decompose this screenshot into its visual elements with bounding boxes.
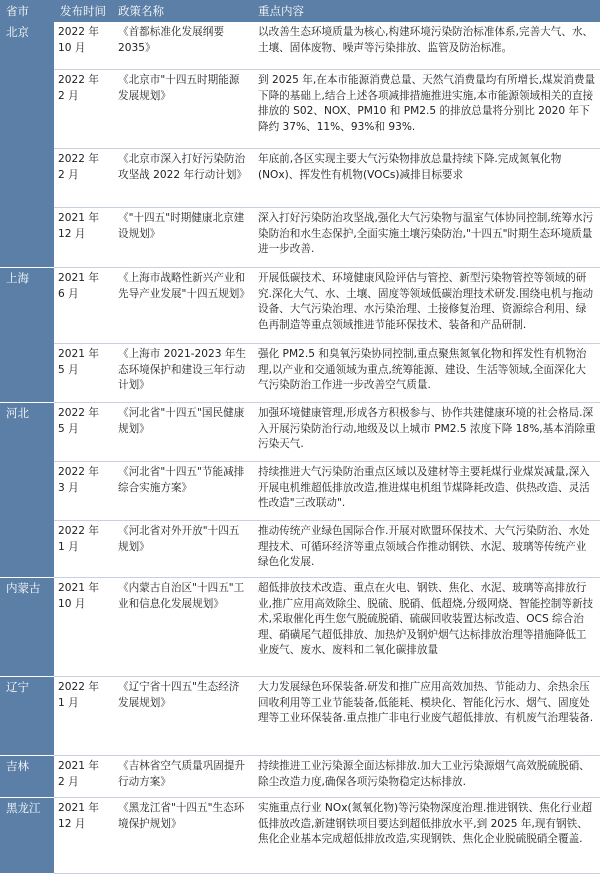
table-row [0, 344, 600, 403]
policy-cell: 《北京市深入打好污染防治攻坚战 2022 年行动计划》 [112, 149, 252, 208]
content-cell: 强化 PM2.5 和臭氧污染协同控制,重点聚焦氮氧化物和挥发性有机物治理,以产业和交通领域为重点,统筹能源、建设、生活等领域,全面深化大气污染防治工作进一步改善空气质量. [252, 344, 600, 403]
province-cell: 吉林 [0, 756, 54, 798]
date-cell: 2021 年 12 月 [54, 208, 112, 268]
table-row [0, 149, 600, 208]
policy-cell: 《上海市战略性新兴产业和先导产业发展"十四五规划》 [112, 268, 252, 344]
header-content: 重点内容 [252, 0, 600, 22]
province-cell: 辽宁 [0, 677, 54, 756]
date-cell: 2021 年 10 月 [54, 578, 112, 677]
policy-cell: 《首都标准化发展纲要 2035》 [112, 22, 252, 70]
date-cell: 2022 年 10 月 [54, 22, 112, 70]
table-row [0, 268, 600, 344]
content-cell: 超低排放技术改造、重点在火电、钢铁、焦化、水泥、玻璃等高排放行业,推广应用高效除尘、脱硫、脱硝、低超烧,分级网烧、智能控制等新技术,采取催化再生您气脱硫脱硝、硫碳回收装置达标改造、OCS 综合治理、硝磺尾气超低排放、加热炉及钢炉烟气达标排放治理等措施降低工业废气、废水、废料和二氧化碳排放量 [252, 578, 600, 677]
policy-cell: 《河北省对外开放"十四五规划》 [112, 521, 252, 578]
content-cell: 持续推进大气污染防治重点区域以及建材等主要耗煤行业煤炭减量,深入开展电机维超低排放改造,推进煤电机组节煤降耗改造、供热改造、灵活性改造"三改联动". [252, 462, 600, 521]
table-row [0, 756, 600, 798]
table-row [0, 70, 600, 149]
content-cell: 深入打好污染防治攻坚战,强化大气污染物与温室气体协同控制,统筹水污染防治和水生态保护,全面实施土壤污染防治,"十四五"时期生态环境质量进一步改善. [252, 208, 600, 268]
province-cell: 上海 [0, 268, 54, 403]
policy-cell: 《北京市"十四五时期能源发展规划》 [112, 70, 252, 149]
date-cell: 2021 年 6 月 [54, 268, 112, 344]
date-cell: 2022 年 5 月 [54, 403, 112, 462]
content-cell: 实施重点行业 NOx(氮氧化物)等污染物深度治理.推进钢铁、焦化行业超低排放改造,新建钢铁项目要达到超低排放水平,到 2025 年,现有钢铁、焦化企业基本完成超低排放改造,实现钢铁、焦化企业脱硫脱硝全覆盖. [252, 798, 600, 874]
table-row [0, 677, 600, 756]
province-cell: 北京 [0, 22, 54, 268]
content-cell: 加强环境健康管理,形成各方积极参与、协作共建健康环境的社会格局.深入开展污染防治行动,地级及以上城市 PM2.5 浓度下降 18%,基本消除重污染天气. [252, 403, 600, 462]
table-row [0, 403, 600, 462]
policy-cell: 《河北省"十四五"国民健康规划》 [112, 403, 252, 462]
content-cell: 推动传统产业绿色国际合作.开展对欧盟环保技术、大气污染防治、水处理技术、可循环经济等重点领域合作推动钢铁、水泥、玻璃等传统产业绿色化发展. [252, 521, 600, 578]
content-cell: 到 2025 年,在本市能源消费总量、天然气消费量均有所增长,煤炭消费量下降的基础上,结合上述各项减排措施推进实施,本市能源领域相关的直接排放的 S02、NOX、PM10 和 PM2.5 的排放总量将分别比 2020 年下降约 37%、11%、93%和 93%. [252, 70, 600, 149]
header-policy: 政策名称 [112, 0, 252, 22]
policy-cell: 《黑龙江省"十四五"生态环境保护规划》 [112, 798, 252, 874]
table-row [0, 462, 600, 521]
date-cell: 2022 年 2 月 [54, 149, 112, 208]
province-cell: 河北 [0, 403, 54, 578]
policy-cell: 《内蒙古自治区"十四五"工业和信息化发展规划》 [112, 578, 252, 677]
date-cell: 2021 年 5 月 [54, 344, 112, 403]
content-cell: 开展低碳技术、环境健康风险评估与管控、新型污染物管控等领域的研究.深化大气、水、土壤、固度等领域低碳治理技术研发.围绕电机与拖动设备、大气污染治理、水污染治理、土接修复治理、资源综合利用、绿色再制造等重点领域推进节能环保技术、装备和产品研制. [252, 268, 600, 344]
date-cell: 2022 年 1 月 [54, 521, 112, 578]
policy-cell: 《上海市 2021-2023 年生态环境保护和建设三年行动计划》 [112, 344, 252, 403]
content-cell: 年底前,各区实现主要大气污染物排放总量持续下降.完成氮氧化物(NOx)、挥发性有机物(VOCs)减排目标要求 [252, 149, 600, 208]
province-cell: 内蒙古 [0, 578, 54, 677]
header-row [0, 0, 600, 22]
content-cell: 以改善生态环境质量为核心,构建环境污染防治标准体系,完善大气、水、土壤、固体废物、噪声等污染排放、监管及防治标准。 [252, 22, 600, 70]
policy-cell: 《河北省"十四五"节能减排综合实施方案》 [112, 462, 252, 521]
header-province: 省市 [0, 0, 54, 22]
date-cell: 2021 年 12 月 [54, 798, 112, 874]
policy-cell: 《吉林省空气质量巩固提升行动方案》 [112, 756, 252, 798]
content-cell: 大力发展绿色环保装备.研发和推广应用高效加热、节能动力、余热余压回收利用等工业节能装备,低能耗、模块化、智能化污水、烟气、固度处理等工业环保装备.重点推广非电行业废气超低排放、有机废气治理装备. [252, 677, 600, 756]
table-row [0, 22, 600, 70]
table-row [0, 208, 600, 268]
table-row [0, 521, 600, 578]
header-date: 发布时间 [54, 0, 112, 22]
date-cell: 2021 年 2 月 [54, 756, 112, 798]
date-cell: 2022 年 1 月 [54, 677, 112, 756]
province-cell: 黑龙江 [0, 798, 54, 874]
table-row [0, 798, 600, 874]
policy-cell: 《"十四五"时期健康北京建设规划》 [112, 208, 252, 268]
date-cell: 2022 年 2 月 [54, 70, 112, 149]
policy-cell: 《辽宁省十四五"生态经济发展规划》 [112, 677, 252, 756]
content-cell: 持续推进工业污染源全面达标排放.加大工业污染源烟气高效脱硫脱硝、除尘改造力度,确保各项污染物稳定达标排放. [252, 756, 600, 798]
table-row [0, 578, 600, 677]
date-cell: 2022 年 3 月 [54, 462, 112, 521]
